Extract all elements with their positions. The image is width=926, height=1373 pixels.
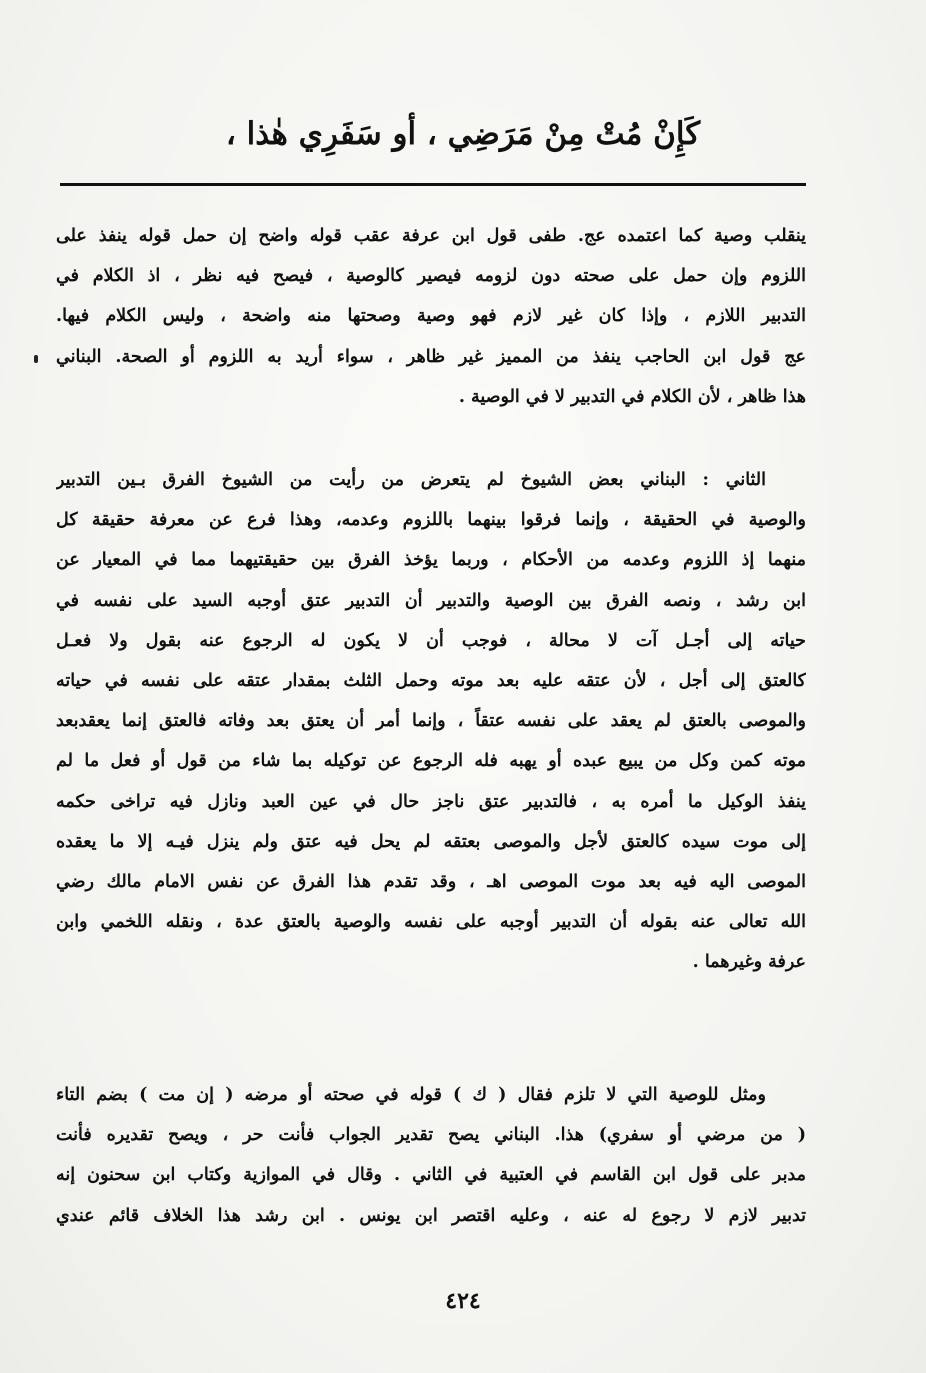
text-line: والموصى بالعتق لم يعقد على نفسه عتقاً ، وإنما أمر أن يعتق بعد وفاته فالعتق إنما يعقدبعد	[56, 711, 806, 732]
text-line: إلى موت سيده كالعتق لأجل والموصى بعتقه لم يحل فيه عتق ولم ينزل فيـه إلا ما يعقده	[56, 831, 806, 852]
text-line: تدبير لازم لا رجوع له عنه ، وعليه اقتصر ابن يونس . ابن رشد هذا الخلاف قائم عندي	[56, 1205, 806, 1226]
text-line: منهما إذ اللزوم وعدمه من الأحكام ، وربما يؤخذ الفرق بين حقيقتيهما مما في المعيار عن	[56, 550, 806, 571]
paragraph-1	[56, 216, 806, 417]
text-line: عرفة وغيرهما .	[692, 952, 806, 973]
text-line: حياته إلى أجـل آت لا محالة ، فوجب أن لا يكون له الرجوع عنه بقول ولا فعـل	[56, 630, 806, 651]
text-line: الموصى اليه فيه بعد موت الموصى اهـ ، وقد تقدم هذا الفرق عن نفس الامام مالك رضي	[56, 871, 806, 892]
text-line: التدبير اللازم ، وإذا كان غير لازم فهو وصية وصحتها منه واضحة ، وليس الكلام فيها.	[56, 306, 806, 327]
text-line: موته كمن وكل من يبيع عبده أو يهبه فله الرجوع عن توكيله بما شاء من قول أو فعل ما لم	[56, 751, 806, 772]
paragraph-2	[56, 460, 806, 982]
scan-mark	[34, 355, 38, 363]
text-line: مدبر على قول ابن القاسم في العتبية في الثاني . وقال في الموازية وكتاب ابن سحنون إنه	[56, 1165, 806, 1186]
text-line: والوصية في الحقيقة ، وإنما فرقوا بينهما باللزوم وعدمه، وهذا فرع عن معرفة حقيقة كل	[56, 510, 806, 531]
text-line: هذا ظاهر ، لأن الكلام في التدبير لا في الوصية .	[458, 386, 806, 407]
text-line: اللزوم وإن حمل على صحته دون لزومه فيصير كالوصية ، فيصح فيه نظر ، اذ الكلام في	[56, 266, 806, 287]
header-divider	[60, 183, 806, 186]
text-line: عج قول ابن الحاجب ينفذ من المميز غير ظاهر ، سواء أريد به اللزوم أو الصحة. البناني	[56, 346, 806, 367]
text-line: ومثل للوصية التي لا تلزم فقال ( ك ) قوله في صحته أو مرضه ( إن مت ) بضم التاء	[56, 1085, 766, 1105]
text-line: الثاني : البناني بعض الشيوخ لم يتعرض من رأيت من الشيوخ الفرق بـين التدبير	[56, 470, 766, 490]
text-line: ينفذ الوكيل ما أمره به ، فالتدبير عتق ناجز حال في عين العبد ونازل فيه تراخى حكمه	[56, 791, 806, 812]
page-header-title: كَإِنْ مُتْ مِنْ مَرَضِي ، أو سَفَرِي هٰذا ،	[225, 116, 701, 152]
text-line: ينقلب وصية كما اعتمده عج. طفى قول ابن عرفة عقب قوله واضح إن حمل قوله ينفذ على	[56, 226, 806, 246]
text-line: ابن رشد ، ونصه الفرق بين الوصية والتدبير أن التدبير عتق أوجبه السيد على نفسه في	[56, 590, 806, 611]
text-line: كالعتق إلى أجل ، لأن عتقه عليه بعد موته وحمل الثلث بمقدار عتقه على نفسه في حياته	[56, 670, 806, 691]
page-number: ٤٢٤	[445, 1288, 481, 1314]
paragraph-3	[56, 1075, 806, 1236]
text-line: ( من مرضي أو سفري) هذا. البناني يصح تقدير الجواب فأنت حر ، ويصح تقديره فأنت	[56, 1125, 806, 1146]
text-line: الله تعالى عنه بقوله أن التدبير أوجبه على نفسه والوصية بالعتق عدة ، ونقله اللخمي وابن	[56, 912, 806, 933]
